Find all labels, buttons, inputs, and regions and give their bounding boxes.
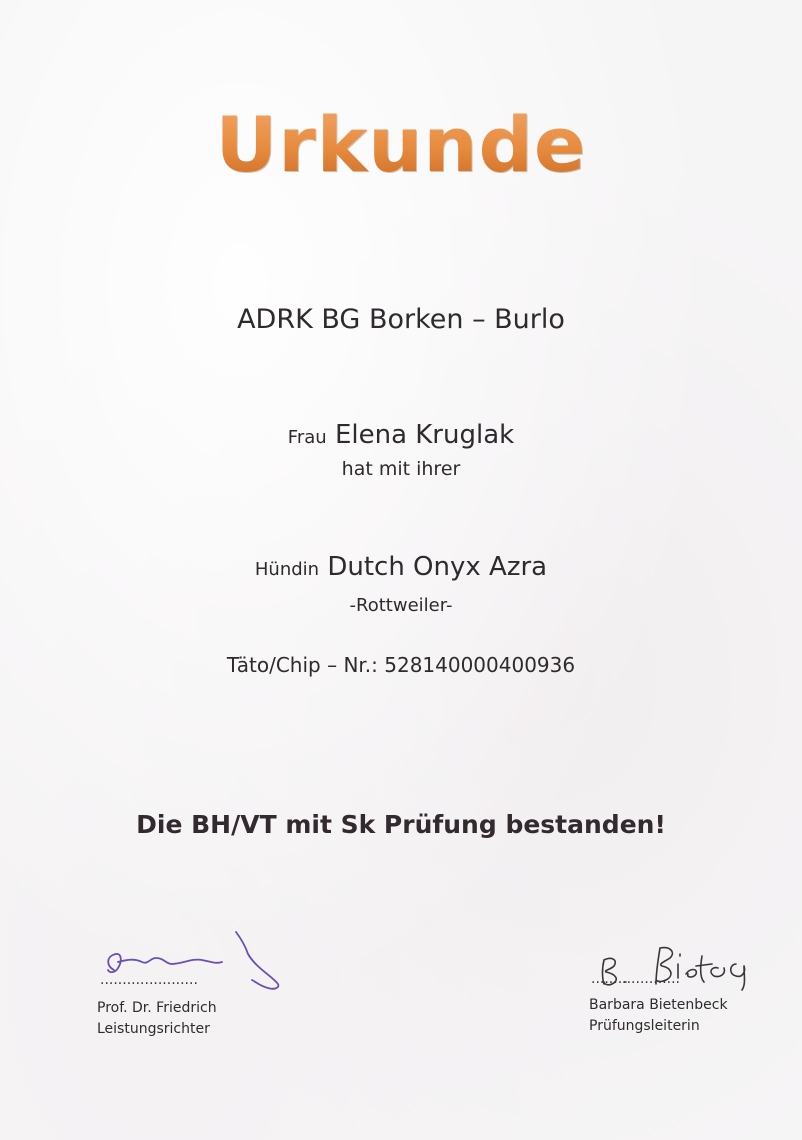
left-signature-dots: ...................... bbox=[100, 972, 198, 988]
examiner-name: Barbara Bietenbeck bbox=[589, 997, 728, 1013]
dog-name: Dutch Onyx Azra bbox=[327, 552, 548, 582]
dog-prefix: Hündin bbox=[254, 559, 320, 580]
examiner-signature bbox=[590, 938, 780, 998]
judge-role: Leistungsrichter bbox=[97, 1021, 210, 1037]
connector-text: hat mit ihrer bbox=[341, 458, 461, 480]
dog-line bbox=[0, 552, 802, 582]
owner-line bbox=[0, 420, 802, 450]
club-name: ADRK BG Borken – Burlo bbox=[237, 304, 565, 335]
judge-name: Prof. Dr. Friedrich bbox=[97, 1000, 217, 1016]
certificate-title: Urkunde bbox=[0, 100, 802, 189]
owner-prefix: Frau bbox=[287, 427, 327, 448]
dog-breed: -Rottweiler- bbox=[349, 595, 453, 616]
exam-result: Die BH/VT mit Sk Prüfung bestanden! bbox=[136, 810, 666, 839]
right-signature-dots: .................... bbox=[591, 971, 681, 987]
examiner-caption bbox=[589, 995, 728, 1037]
owner-name: Elena Kruglak bbox=[334, 420, 515, 450]
examiner-role: Prüfungsleiterin bbox=[589, 1018, 700, 1034]
judge-caption bbox=[97, 998, 217, 1040]
chip-number: Täto/Chip – Nr.: 528140000400936 bbox=[226, 653, 576, 677]
